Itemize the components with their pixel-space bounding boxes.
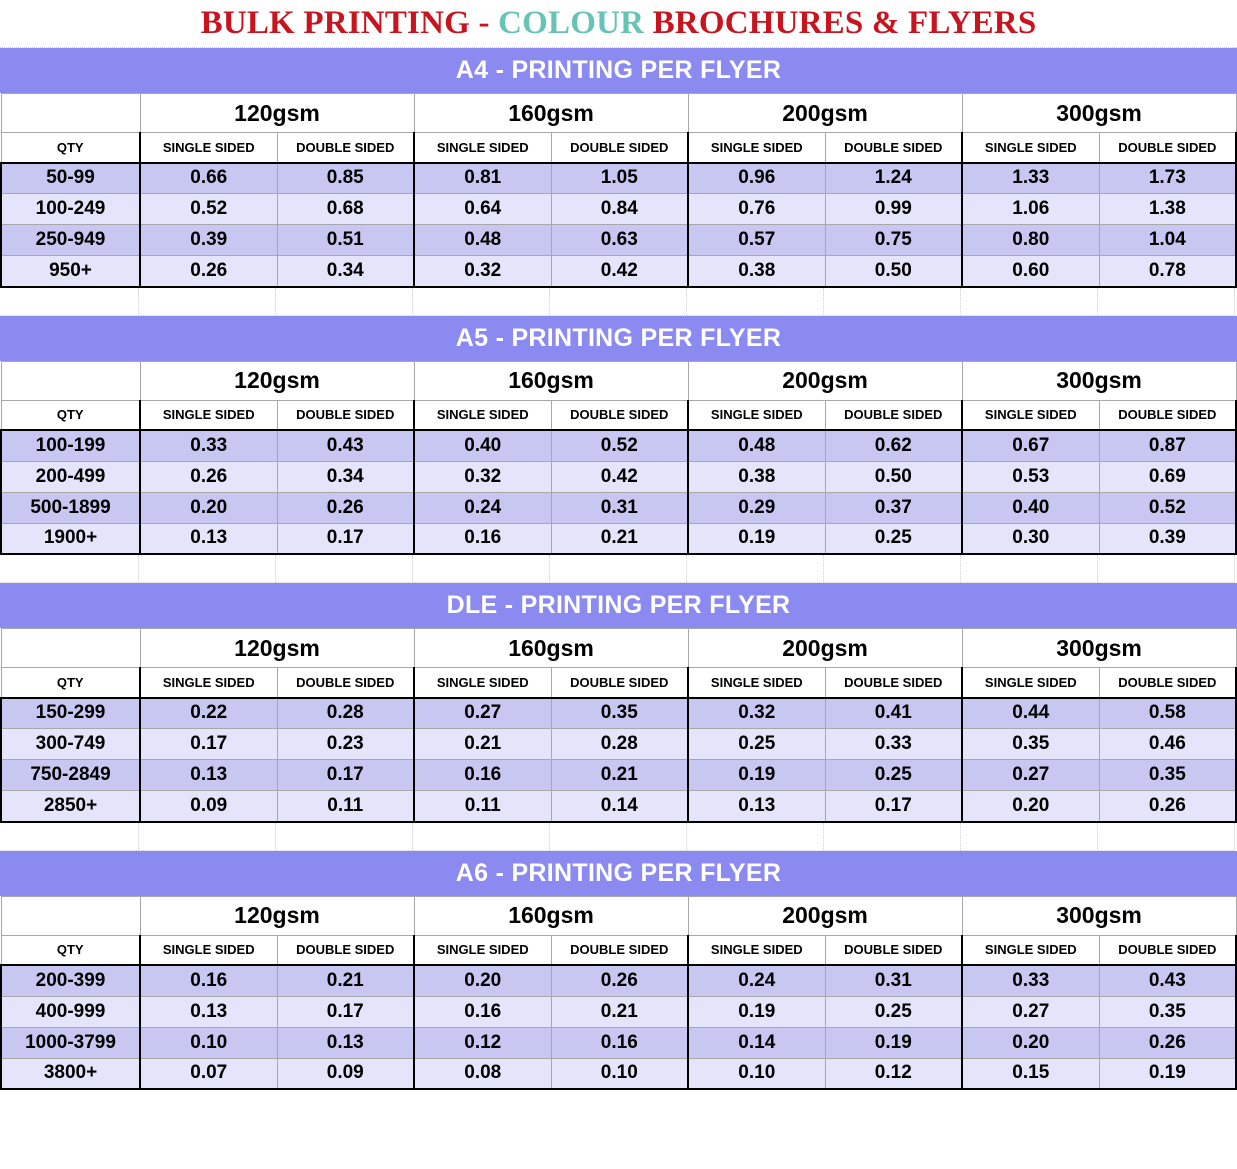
title-segment-red-1: BULK PRINTING - <box>200 5 499 41</box>
sided-header-200gsm-double: DOUBLE SIDED <box>825 668 962 698</box>
sided-header-120gsm-double: DOUBLE SIDED <box>277 133 414 163</box>
price-cell: 0.20 <box>414 965 551 996</box>
gsm-header-160gsm: 160gsm <box>414 896 688 935</box>
price-cell: 0.31 <box>551 492 688 523</box>
title-segment-red-2: BROCHURES & FLYERS <box>644 5 1037 41</box>
price-cell: 0.22 <box>140 698 277 729</box>
price-cell: 0.25 <box>825 996 962 1027</box>
price-cell: 0.09 <box>140 791 277 822</box>
section-banner-a5: A5 - PRINTING PER FLYER <box>0 316 1237 361</box>
qty-cell: 1000-3799 <box>1 1027 140 1058</box>
price-cell: 1.24 <box>825 163 962 194</box>
table-row <box>1 1058 1236 1089</box>
spacer-cell <box>139 288 276 316</box>
price-cell: 0.17 <box>825 791 962 822</box>
price-cell: 0.80 <box>962 225 1099 256</box>
price-cell: 0.17 <box>277 760 414 791</box>
price-cell: 1.73 <box>1099 163 1236 194</box>
qty-cell: 500-1899 <box>1 492 140 523</box>
spacer-cell <box>139 823 276 851</box>
price-cell: 0.38 <box>688 461 825 492</box>
price-cell: 0.41 <box>825 698 962 729</box>
price-cell: 0.12 <box>825 1058 962 1089</box>
gsm-header-160gsm: 160gsm <box>414 94 688 133</box>
price-cell: 0.46 <box>1099 729 1236 760</box>
price-table-dle <box>0 628 1237 823</box>
sided-header-300gsm-single: SINGLE SIDED <box>962 668 1099 698</box>
price-cell: 0.10 <box>140 1027 277 1058</box>
sided-header-120gsm-double: DOUBLE SIDED <box>277 668 414 698</box>
sided-header-160gsm-single: SINGLE SIDED <box>414 935 551 965</box>
spacer-cell <box>276 555 413 583</box>
gsm-header-300gsm: 300gsm <box>962 896 1236 935</box>
sided-header-200gsm-double: DOUBLE SIDED <box>825 935 962 965</box>
qty-cell: 100-199 <box>1 430 140 461</box>
price-cell: 0.12 <box>414 1027 551 1058</box>
sub-header-row <box>1 133 1236 163</box>
price-cell: 0.99 <box>825 194 962 225</box>
price-cell: 0.27 <box>962 760 1099 791</box>
qty-cell: 950+ <box>1 256 140 287</box>
spacer-cell <box>550 555 687 583</box>
sided-header-200gsm-double: DOUBLE SIDED <box>825 400 962 430</box>
price-cell: 0.50 <box>825 256 962 287</box>
price-cell: 0.20 <box>962 1027 1099 1058</box>
price-cell: 0.17 <box>277 523 414 554</box>
gsm-header-300gsm: 300gsm <box>962 629 1236 668</box>
qty-cell: 300-749 <box>1 729 140 760</box>
price-table-a6 <box>0 896 1237 1091</box>
gsm-header-200gsm: 200gsm <box>688 896 962 935</box>
price-cell: 0.17 <box>140 729 277 760</box>
spacer-cell <box>0 288 139 316</box>
price-cell: 0.26 <box>551 965 688 996</box>
price-cell: 0.14 <box>688 1027 825 1058</box>
price-cell: 0.63 <box>551 225 688 256</box>
gsm-header-200gsm: 200gsm <box>688 361 962 400</box>
price-cell: 0.19 <box>688 760 825 791</box>
spacer-cell <box>961 555 1098 583</box>
spacer-cell <box>413 555 550 583</box>
spacer-cell <box>276 288 413 316</box>
price-cell: 0.33 <box>140 430 277 461</box>
sided-header-200gsm-single: SINGLE SIDED <box>688 133 825 163</box>
price-cell: 0.96 <box>688 163 825 194</box>
table-row <box>1 163 1236 194</box>
price-cell: 0.32 <box>688 698 825 729</box>
price-cell: 0.28 <box>551 729 688 760</box>
gsm-header-120gsm: 120gsm <box>140 94 414 133</box>
price-cell: 0.23 <box>277 729 414 760</box>
sided-header-300gsm-double: DOUBLE SIDED <box>1099 935 1236 965</box>
price-cell: 0.52 <box>140 194 277 225</box>
price-cell: 0.62 <box>825 430 962 461</box>
sided-header-300gsm-single: SINGLE SIDED <box>962 935 1099 965</box>
price-cell: 0.10 <box>551 1058 688 1089</box>
price-cell: 0.15 <box>962 1058 1099 1089</box>
gsm-header-spacer <box>1 629 140 668</box>
price-cell: 0.17 <box>277 996 414 1027</box>
sided-header-120gsm-single: SINGLE SIDED <box>140 935 277 965</box>
price-cell: 0.16 <box>551 1027 688 1058</box>
table-row <box>1 461 1236 492</box>
spacer-cell <box>824 555 961 583</box>
qty-cell: 250-949 <box>1 225 140 256</box>
price-cell: 0.21 <box>551 996 688 1027</box>
table-row <box>1 523 1236 554</box>
section-spacer <box>0 288 1237 316</box>
price-cell: 0.11 <box>277 791 414 822</box>
price-cell: 0.21 <box>551 760 688 791</box>
sided-header-160gsm-double: DOUBLE SIDED <box>551 935 688 965</box>
price-tables-container <box>0 48 1237 1090</box>
price-cell: 0.39 <box>140 225 277 256</box>
price-cell: 0.20 <box>140 492 277 523</box>
price-cell: 0.84 <box>551 194 688 225</box>
sided-header-120gsm-double: DOUBLE SIDED <box>277 400 414 430</box>
gsm-header-120gsm: 120gsm <box>140 896 414 935</box>
gsm-header-spacer <box>1 896 140 935</box>
price-cell: 0.81 <box>414 163 551 194</box>
sided-header-160gsm-single: SINGLE SIDED <box>414 668 551 698</box>
price-cell: 0.07 <box>140 1058 277 1089</box>
spacer-cell <box>550 823 687 851</box>
price-cell: 0.13 <box>140 996 277 1027</box>
table-row <box>1 1027 1236 1058</box>
sub-header-row <box>1 668 1236 698</box>
sided-header-160gsm-double: DOUBLE SIDED <box>551 400 688 430</box>
price-cell: 0.78 <box>1099 256 1236 287</box>
spacer-cell <box>276 823 413 851</box>
gsm-header-row <box>1 896 1236 935</box>
price-cell: 0.30 <box>962 523 1099 554</box>
spacer-cell <box>0 823 139 851</box>
qty-cell: 200-499 <box>1 461 140 492</box>
spacer-cell <box>0 555 139 583</box>
gsm-header-spacer <box>1 94 140 133</box>
sided-header-120gsm-single: SINGLE SIDED <box>140 668 277 698</box>
qty-column-header: QTY <box>1 133 140 163</box>
spacer-cell <box>687 823 824 851</box>
price-cell: 0.32 <box>414 256 551 287</box>
price-cell: 0.34 <box>277 461 414 492</box>
qty-cell: 2850+ <box>1 791 140 822</box>
sided-header-300gsm-double: DOUBLE SIDED <box>1099 133 1236 163</box>
price-cell: 0.43 <box>1099 965 1236 996</box>
price-cell: 0.29 <box>688 492 825 523</box>
spacer-cell <box>687 555 824 583</box>
price-cell: 0.21 <box>551 523 688 554</box>
price-cell: 1.38 <box>1099 194 1236 225</box>
price-cell: 0.76 <box>688 194 825 225</box>
price-cell: 0.42 <box>551 461 688 492</box>
qty-cell: 3800+ <box>1 1058 140 1089</box>
price-cell: 1.33 <box>962 163 1099 194</box>
section-banner-dle: DLE - PRINTING PER FLYER <box>0 583 1237 628</box>
price-cell: 0.16 <box>140 965 277 996</box>
price-cell: 0.69 <box>1099 461 1236 492</box>
gsm-header-row <box>1 629 1236 668</box>
price-cell: 0.28 <box>277 698 414 729</box>
spacer-cell <box>824 823 961 851</box>
sided-header-160gsm-double: DOUBLE SIDED <box>551 668 688 698</box>
sided-header-120gsm-double: DOUBLE SIDED <box>277 935 414 965</box>
table-row <box>1 996 1236 1027</box>
price-cell: 0.87 <box>1099 430 1236 461</box>
qty-cell: 50-99 <box>1 163 140 194</box>
spacer-cell <box>687 288 824 316</box>
spacer-cell <box>550 288 687 316</box>
price-cell: 0.48 <box>414 225 551 256</box>
qty-cell: 150-299 <box>1 698 140 729</box>
price-cell: 0.38 <box>688 256 825 287</box>
price-cell: 0.14 <box>551 791 688 822</box>
spacer-cell <box>413 288 550 316</box>
price-cell: 0.48 <box>688 430 825 461</box>
sided-header-120gsm-single: SINGLE SIDED <box>140 133 277 163</box>
price-cell: 0.31 <box>825 965 962 996</box>
price-cell: 0.60 <box>962 256 1099 287</box>
price-cell: 0.24 <box>688 965 825 996</box>
price-cell: 0.16 <box>414 760 551 791</box>
section-banner-a4: A4 - PRINTING PER FLYER <box>0 48 1237 93</box>
price-cell: 0.19 <box>688 523 825 554</box>
price-cell: 0.33 <box>962 965 1099 996</box>
spacer-cell <box>961 823 1098 851</box>
price-cell: 0.32 <box>414 461 551 492</box>
price-cell: 0.57 <box>688 225 825 256</box>
sided-header-120gsm-single: SINGLE SIDED <box>140 400 277 430</box>
price-cell: 0.75 <box>825 225 962 256</box>
price-cell: 0.26 <box>1099 791 1236 822</box>
table-row <box>1 965 1236 996</box>
price-cell: 0.68 <box>277 194 414 225</box>
price-cell: 0.42 <box>551 256 688 287</box>
price-cell: 0.26 <box>1099 1027 1236 1058</box>
gsm-header-row <box>1 361 1236 400</box>
price-cell: 0.08 <box>414 1058 551 1089</box>
spacer-cell <box>1098 555 1235 583</box>
price-table-a5 <box>0 361 1237 556</box>
page-title-text <box>201 5 1037 42</box>
gsm-header-row <box>1 94 1236 133</box>
price-cell: 0.19 <box>1099 1058 1236 1089</box>
qty-cell: 100-249 <box>1 194 140 225</box>
spacer-cell <box>139 555 276 583</box>
qty-cell: 1900+ <box>1 523 140 554</box>
price-cell: 0.27 <box>962 996 1099 1027</box>
price-cell: 0.26 <box>277 492 414 523</box>
spacer-cell <box>413 823 550 851</box>
price-cell: 0.26 <box>140 461 277 492</box>
price-cell: 0.39 <box>1099 523 1236 554</box>
table-row <box>1 225 1236 256</box>
gsm-header-120gsm: 120gsm <box>140 361 414 400</box>
sided-header-200gsm-single: SINGLE SIDED <box>688 935 825 965</box>
gsm-header-200gsm: 200gsm <box>688 94 962 133</box>
gsm-header-300gsm: 300gsm <box>962 94 1236 133</box>
title-segment-teal: COLOUR <box>498 5 645 41</box>
price-cell: 0.21 <box>414 729 551 760</box>
sided-header-160gsm-double: DOUBLE SIDED <box>551 133 688 163</box>
price-cell: 0.11 <box>414 791 551 822</box>
price-cell: 0.43 <box>277 430 414 461</box>
table-row <box>1 698 1236 729</box>
price-cell: 0.40 <box>414 430 551 461</box>
price-cell: 0.67 <box>962 430 1099 461</box>
price-cell: 1.05 <box>551 163 688 194</box>
price-cell: 0.35 <box>1099 760 1236 791</box>
price-cell: 0.16 <box>414 996 551 1027</box>
gsm-header-200gsm: 200gsm <box>688 629 962 668</box>
table-row <box>1 194 1236 225</box>
price-cell: 0.50 <box>825 461 962 492</box>
qty-cell: 750-2849 <box>1 760 140 791</box>
section-spacer <box>0 555 1237 583</box>
price-cell: 1.06 <box>962 194 1099 225</box>
price-cell: 0.25 <box>825 760 962 791</box>
price-cell: 0.64 <box>414 194 551 225</box>
sided-header-300gsm-double: DOUBLE SIDED <box>1099 400 1236 430</box>
sided-header-160gsm-single: SINGLE SIDED <box>414 133 551 163</box>
section-banner-a6: A6 - PRINTING PER FLYER <box>0 851 1237 896</box>
price-cell: 0.20 <box>962 791 1099 822</box>
sided-header-300gsm-single: SINGLE SIDED <box>962 400 1099 430</box>
price-cell: 0.35 <box>1099 996 1236 1027</box>
table-row <box>1 729 1236 760</box>
price-cell: 0.10 <box>688 1058 825 1089</box>
qty-cell: 400-999 <box>1 996 140 1027</box>
price-cell: 0.13 <box>140 760 277 791</box>
price-cell: 0.33 <box>825 729 962 760</box>
table-row <box>1 492 1236 523</box>
price-cell: 0.35 <box>962 729 1099 760</box>
qty-column-header: QTY <box>1 668 140 698</box>
gsm-header-160gsm: 160gsm <box>414 629 688 668</box>
price-cell: 0.13 <box>140 523 277 554</box>
sub-header-row <box>1 935 1236 965</box>
price-cell: 0.13 <box>688 791 825 822</box>
sided-header-300gsm-double: DOUBLE SIDED <box>1099 668 1236 698</box>
spacer-cell <box>1098 823 1235 851</box>
price-cell: 0.25 <box>688 729 825 760</box>
gsm-header-spacer <box>1 361 140 400</box>
price-cell: 0.27 <box>414 698 551 729</box>
price-cell: 0.13 <box>277 1027 414 1058</box>
price-cell: 0.58 <box>1099 698 1236 729</box>
price-cell: 0.53 <box>962 461 1099 492</box>
gsm-header-300gsm: 300gsm <box>962 361 1236 400</box>
price-cell: 0.44 <box>962 698 1099 729</box>
price-cell: 0.24 <box>414 492 551 523</box>
price-cell: 0.40 <box>962 492 1099 523</box>
gsm-header-120gsm: 120gsm <box>140 629 414 668</box>
spacer-cell <box>824 288 961 316</box>
sub-header-row <box>1 400 1236 430</box>
price-cell: 0.34 <box>277 256 414 287</box>
price-cell: 0.16 <box>414 523 551 554</box>
gsm-header-160gsm: 160gsm <box>414 361 688 400</box>
price-cell: 0.37 <box>825 492 962 523</box>
table-row <box>1 791 1236 822</box>
sided-header-200gsm-single: SINGLE SIDED <box>688 668 825 698</box>
price-cell: 0.19 <box>688 996 825 1027</box>
sided-header-160gsm-single: SINGLE SIDED <box>414 400 551 430</box>
price-cell: 0.09 <box>277 1058 414 1089</box>
price-cell: 0.51 <box>277 225 414 256</box>
price-cell: 0.35 <box>551 698 688 729</box>
price-cell: 0.52 <box>1099 492 1236 523</box>
price-cell: 0.66 <box>140 163 277 194</box>
sided-header-200gsm-double: DOUBLE SIDED <box>825 133 962 163</box>
price-cell: 0.19 <box>825 1027 962 1058</box>
price-cell: 1.04 <box>1099 225 1236 256</box>
price-cell: 0.52 <box>551 430 688 461</box>
page-title <box>0 0 1237 48</box>
spacer-cell <box>1098 288 1235 316</box>
table-row <box>1 256 1236 287</box>
price-cell: 0.25 <box>825 523 962 554</box>
qty-column-header: QTY <box>1 935 140 965</box>
sided-header-300gsm-single: SINGLE SIDED <box>962 133 1099 163</box>
spacer-cell <box>961 288 1098 316</box>
table-row <box>1 760 1236 791</box>
sided-header-200gsm-single: SINGLE SIDED <box>688 400 825 430</box>
price-cell: 0.85 <box>277 163 414 194</box>
qty-cell: 200-399 <box>1 965 140 996</box>
table-row <box>1 430 1236 461</box>
price-cell: 0.26 <box>140 256 277 287</box>
section-spacer <box>0 823 1237 851</box>
qty-column-header: QTY <box>1 400 140 430</box>
price-cell: 0.21 <box>277 965 414 996</box>
price-table-a4 <box>0 93 1237 288</box>
